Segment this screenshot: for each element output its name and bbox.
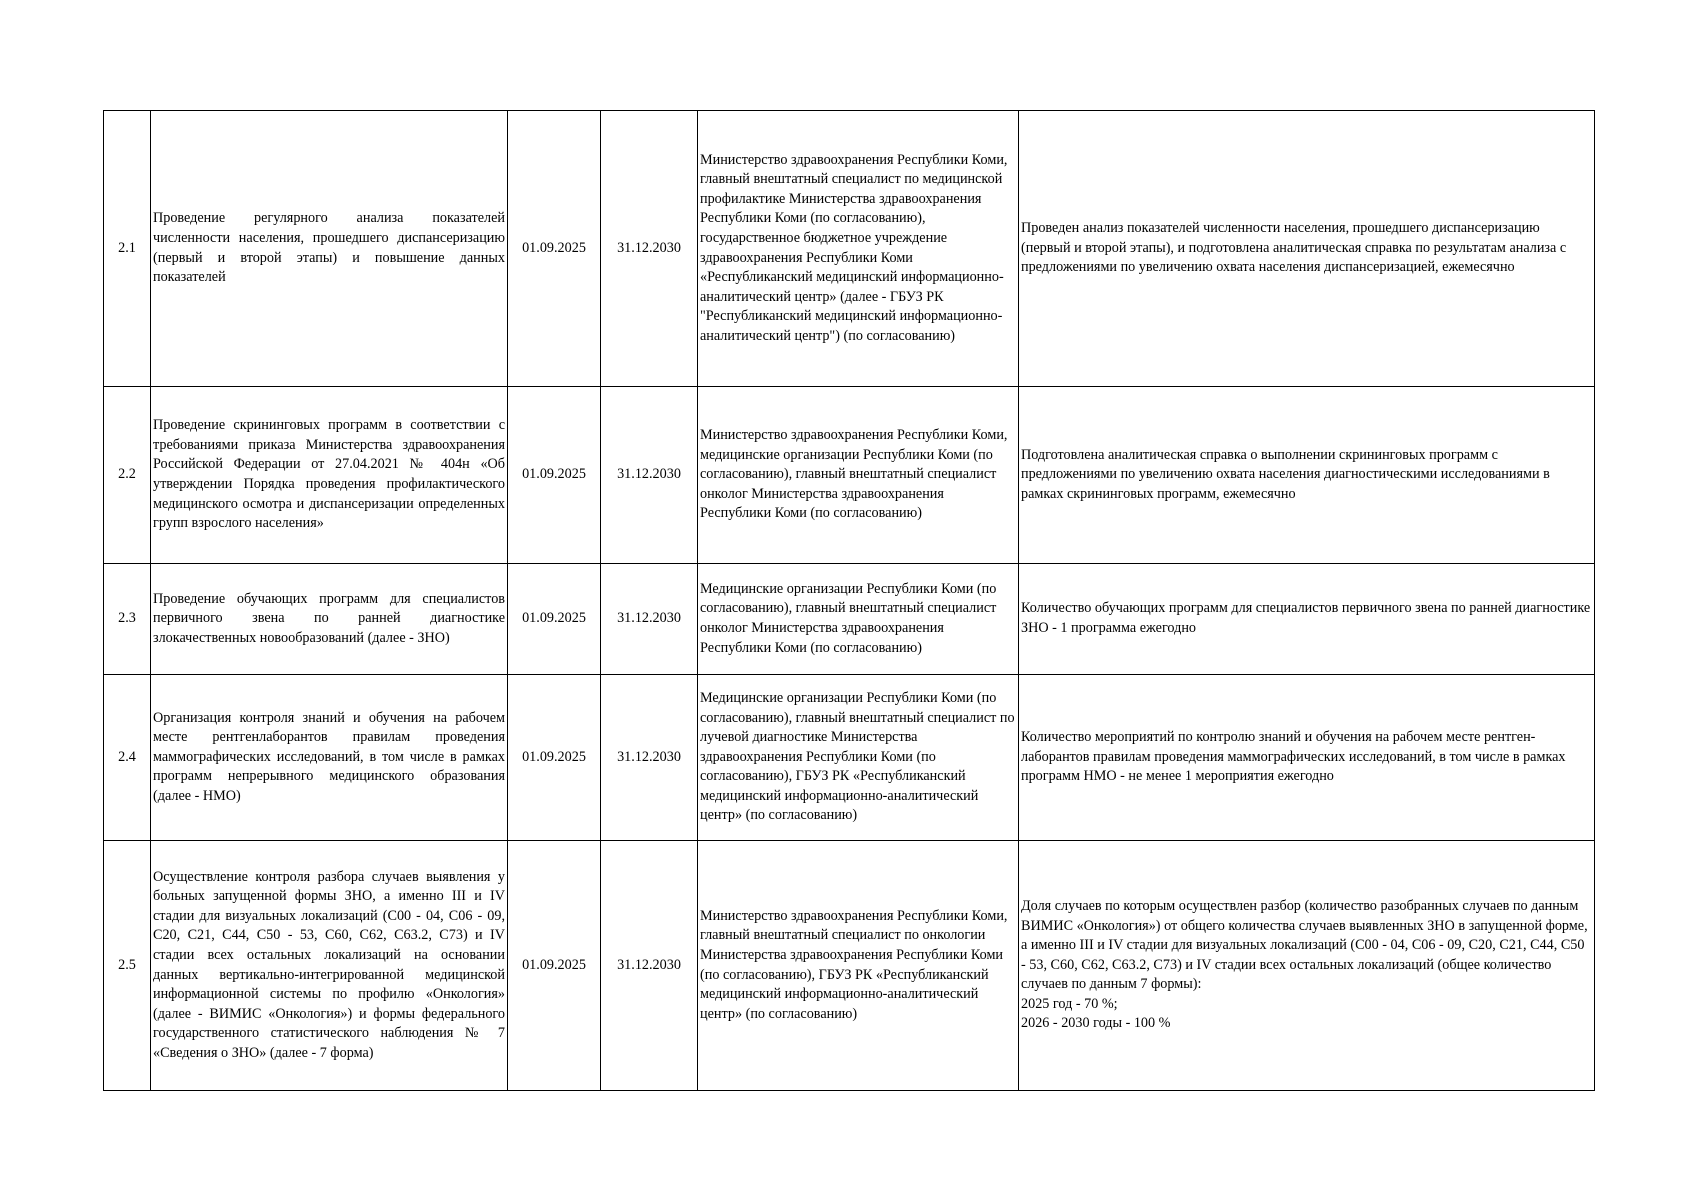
table-row xyxy=(104,841,1595,1091)
measures-table xyxy=(103,110,1595,1091)
row-number: 2.4 xyxy=(104,675,151,841)
end-date: 31.12.2030 xyxy=(601,387,698,564)
end-date: 31.12.2030 xyxy=(601,675,698,841)
row-number: 2.5 xyxy=(104,841,151,1091)
event-description: Осуществление контроля разбора случаев выявления у больных запущенной формы ЗНО, а именно III и IV стадии для визуальных локализаций (С00 - 04, С06 - 09, С20, С21, С44, С50 - 53, С60, С62, С63.2, С73) и IV стадии всех остальных локализаций на основании данных вертикально-интегрированной медицинской информационной системы по профилю «Онкология» (далее - ВИМИС «Онкология») и формы федерального государственного статистического наблюдения № 7 «Сведения о ЗНО» (далее - 7 форма) xyxy=(151,841,508,1091)
event-description: Организация контроля знаний и обучения на рабочем месте рентгенлаборантов правилам проведения маммографических исследований, в том числе в рамках программ непрерывного медицинского образования (далее - НМО) xyxy=(151,675,508,841)
expected-result xyxy=(1019,841,1595,1091)
end-date: 31.12.2030 xyxy=(601,841,698,1091)
start-date: 01.09.2025 xyxy=(508,111,601,387)
expected-result-text: Доля случаев по которым осуществлен разбор (количество разобранных случаев по данным ВИМИС «Онкология») от общего количества случаев выявленных ЗНО в запущенной форме, а именно III и IV стадии для визуальных локализаций (С00 - 04, С06 - 09, С20, С21, С44, С50 - 53, С60, С62, С63.2, С73) и IV стадии всех остальных локализаций (общее количество случаев по данным 7 формы): 2025 год - 70 %; 2026 - 2030 годы - 100 % xyxy=(1021,897,1588,1032)
event-description: Проведение регулярного анализа показателей численности населения, прошедшего диспансеризацию (первый и второй этапы) и повышение данных показателей xyxy=(151,111,508,387)
start-date: 01.09.2025 xyxy=(508,841,601,1091)
responsible-executors: Министерство здравоохранения Республики Коми, главный внештатный специалист по медицинской профилактике Министерства здравоохранения Республики Коми (по согласованию), государственное бюджетное учреждение здравоохранения Республики Коми «Республиканский медицинский информационно-аналитический центр» (далее - ГБУЗ РК "Республиканский медицинский информационно-аналитический центр") (по согласованию) xyxy=(698,111,1019,387)
responsible-executors: Министерство здравоохранения Республики Коми, медицинские организации Республики Коми (по согласованию), главный внештатный специалист онколог Министерства здравоохранения Республики Коми (по согласованию) xyxy=(698,387,1019,564)
event-description: Проведение скрининговых программ в соответствии с требованиями приказа Министерства здравоохранения Российской Федерации от 27.04.2021 № 404н «Об утверждении Порядка проведения профилактического медицинского осмотра и диспансеризации определенных групп взрослого населения» xyxy=(151,387,508,564)
expected-result: Подготовлена аналитическая справка о выполнении скрининговых программ с предложениями по увеличению охвата населения диагностическими исследованиями в рамках скрининговых программ, ежемесячно xyxy=(1019,387,1595,564)
expected-result: Количество обучающих программ для специалистов первичного звена по ранней диагностике ЗНО - 1 программа ежегодно xyxy=(1019,564,1595,675)
table-row xyxy=(104,564,1595,675)
responsible-executors: Министерство здравоохранения Республики Коми, главный внештатный специалист по онкологии Министерства здравоохранения Республики Коми (по согласованию), ГБУЗ РК «Республиканский медицинский информационно-аналитический центр» (по согласованию) xyxy=(698,841,1019,1091)
end-date: 31.12.2030 xyxy=(601,564,698,675)
start-date: 01.09.2025 xyxy=(508,387,601,564)
expected-result: Проведен анализ показателей численности населения, прошедшего диспансеризацию (первый и второй этапы), и подготовлена аналитическая справка по результатам анализа с предложениями по увеличению охвата населения диспансеризацией, ежемесячно xyxy=(1019,111,1595,387)
start-date: 01.09.2025 xyxy=(508,675,601,841)
end-date: 31.12.2030 xyxy=(601,111,698,387)
row-number: 2.1 xyxy=(104,111,151,387)
table-row xyxy=(104,111,1595,387)
table-row xyxy=(104,387,1595,564)
row-number: 2.3 xyxy=(104,564,151,675)
responsible-executors: Медицинские организации Республики Коми (по согласованию), главный внештатный специалист онколог Министерства здравоохранения Республики Коми (по согласованию) xyxy=(698,564,1019,675)
expected-result: Количество мероприятий по контролю знаний и обучения на рабочем месте рентген-лаборантов правилам проведения маммографических исследований, в том числе в рамках программ НМО - не менее 1 мероприятия ежегодно xyxy=(1019,675,1595,841)
event-description: Проведение обучающих программ для специалистов первичного звена по ранней диагностике злокачественных новообразований (далее - ЗНО) xyxy=(151,564,508,675)
responsible-executors: Медицинские организации Республики Коми (по согласованию), главный внештатный специалист по лучевой диагностике Министерства здравоохранения Республики Коми (по согласованию), ГБУЗ РК «Республиканский медицинский информационно-аналитический центр» (по согласованию) xyxy=(698,675,1019,841)
row-number: 2.2 xyxy=(104,387,151,564)
table-row xyxy=(104,675,1595,841)
start-date: 01.09.2025 xyxy=(508,564,601,675)
